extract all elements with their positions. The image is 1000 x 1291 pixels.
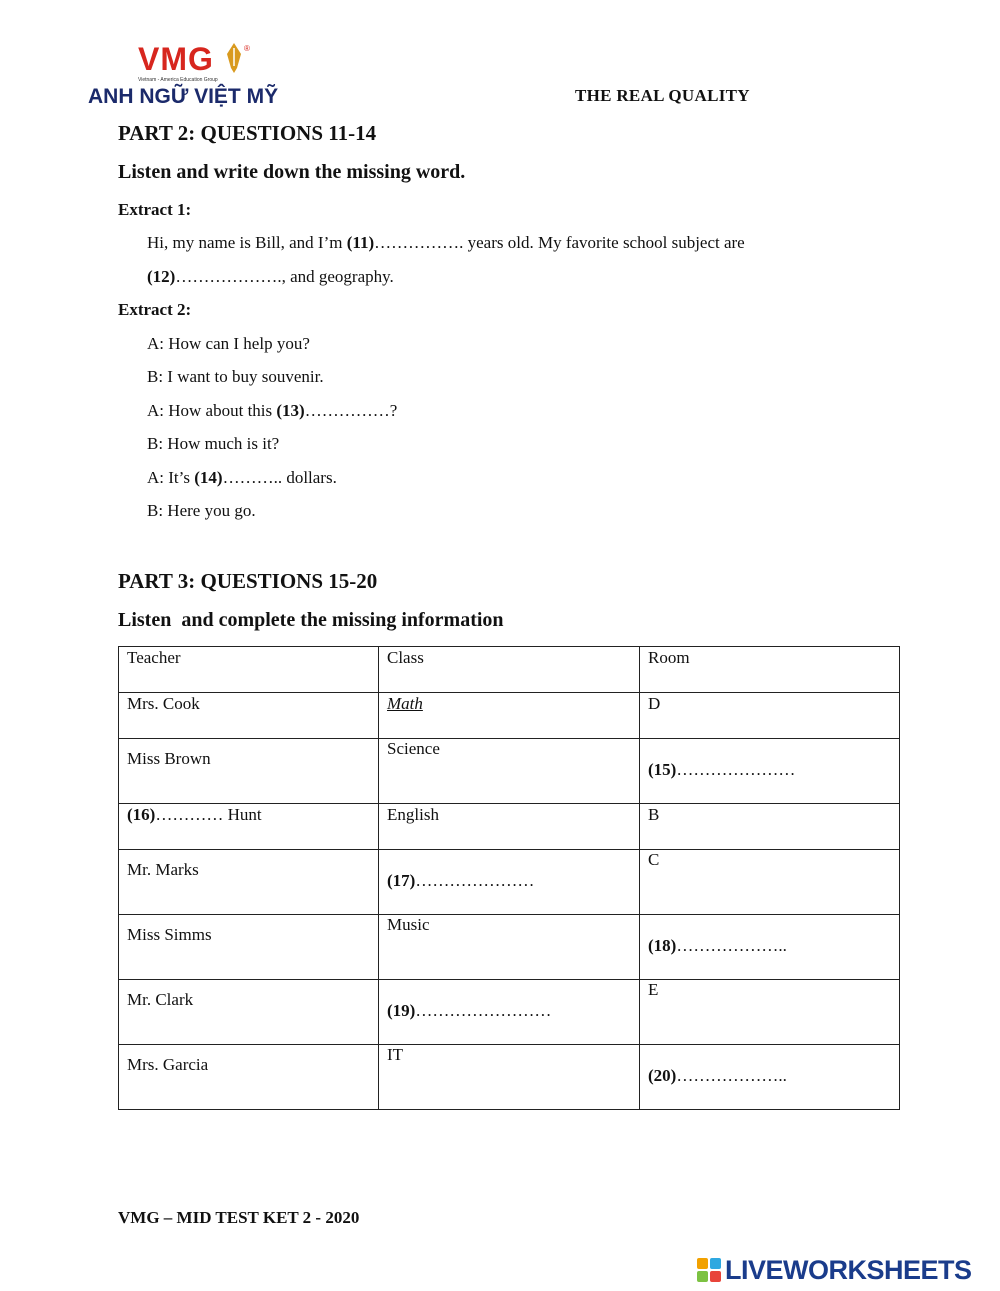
- dialogue-line: [147, 468, 337, 488]
- liveworksheets-logo-icon: [697, 1258, 721, 1282]
- answer-blank-13[interactable]: ……………?: [304, 401, 398, 420]
- answer-blank-17[interactable]: [387, 871, 534, 891]
- question-15-label: (15): [648, 760, 677, 779]
- blank-dots: ………………..: [676, 1066, 787, 1085]
- header-teacher: Teacher: [127, 648, 181, 667]
- registered-mark-icon: ®: [244, 44, 250, 53]
- room-cell[interactable]: [640, 1045, 900, 1110]
- part2-title: PART 2: QUESTIONS 11-14: [118, 121, 377, 145]
- teacher-cell[interactable]: [119, 804, 379, 850]
- blank-dots: …………………: [415, 871, 535, 890]
- teacher-name: Mrs. Garcia: [127, 1055, 209, 1074]
- logo-tagline: Vietnam - America Education Group: [138, 77, 218, 83]
- dialogue-line: B: Here you go.: [147, 501, 256, 520]
- part3-title: PART 3: QUESTIONS 15-20: [118, 569, 378, 593]
- dialogue-line: B: How much is it?: [147, 434, 280, 453]
- question-13-label: (13): [276, 401, 305, 420]
- pen-nib-icon: [225, 42, 243, 74]
- question-14-label: (14): [194, 468, 223, 487]
- text: A: It’s: [147, 468, 195, 487]
- answer-blank-15[interactable]: [648, 760, 795, 780]
- room-cell: [640, 850, 900, 915]
- table-row: [119, 804, 900, 850]
- room-cell: [640, 804, 900, 850]
- question-16-label: (16): [127, 805, 156, 824]
- teacher-cell: [119, 739, 379, 804]
- class-cell: [379, 915, 640, 980]
- question-19-label: (19): [387, 1001, 416, 1020]
- teacher-name: Mr. Clark: [127, 990, 194, 1009]
- header-cell: [640, 647, 900, 693]
- blank-dots: ………………..: [676, 936, 787, 955]
- extract1-line2: [147, 267, 394, 287]
- blank-dots: ……………………: [415, 1001, 552, 1020]
- question-11-label: (11): [346, 233, 375, 252]
- class-value: English: [387, 805, 439, 824]
- room-cell: [640, 980, 900, 1045]
- extract1-line1: [147, 233, 745, 253]
- class-cell: [379, 739, 640, 804]
- footer-text: VMG – MID TEST KET 2 - 2020: [118, 1208, 360, 1227]
- question-20-label: (20): [648, 1066, 677, 1085]
- teacher-cell: [119, 850, 379, 915]
- table-row: [119, 693, 900, 739]
- room-cell: [640, 693, 900, 739]
- teacher-name: Miss Simms: [127, 925, 212, 944]
- text: A: How about this: [147, 401, 277, 420]
- answer-blank-12[interactable]: ………………., and geography.: [175, 267, 394, 286]
- slogan: THE REAL QUALITY: [575, 86, 750, 105]
- answer-blank-19[interactable]: [387, 1001, 551, 1021]
- room-value: E: [648, 980, 659, 999]
- dialogue-line: A: How can I help you?: [147, 334, 310, 353]
- question-12-label: (12): [147, 267, 176, 286]
- room-cell[interactable]: [640, 739, 900, 804]
- question-18-label: (18): [648, 936, 677, 955]
- header-cell: [119, 647, 379, 693]
- room-value: C: [648, 850, 660, 869]
- answer-blank-14[interactable]: ……….. dollars.: [222, 468, 337, 487]
- class-value: Science: [387, 739, 440, 758]
- header-room: Room: [648, 648, 690, 667]
- teacher-cell: [119, 915, 379, 980]
- class-cell: [379, 693, 640, 739]
- table-row: [119, 1045, 900, 1110]
- logo-brand: VMG: [138, 41, 214, 77]
- teacher-table: [118, 646, 900, 1110]
- class-cell[interactable]: [379, 850, 640, 915]
- watermark-text: LIVEWORKSHEETS: [725, 1255, 972, 1285]
- header-class: Class: [387, 648, 424, 667]
- room-cell[interactable]: [640, 915, 900, 980]
- answer-blank-18[interactable]: [648, 936, 787, 956]
- table-row: [119, 739, 900, 804]
- part3-instruction: Listen and complete the missing information: [118, 609, 504, 631]
- question-17-label: (17): [387, 871, 416, 890]
- table-row: [119, 850, 900, 915]
- teacher-cell: [119, 693, 379, 739]
- table-row: [119, 980, 900, 1045]
- teacher-name: Miss Brown: [127, 749, 211, 768]
- teacher-name: Mr. Marks: [127, 860, 199, 879]
- blank-dots: ………… Hunt: [155, 805, 262, 824]
- part2-instruction: Listen and write down the missing word.: [118, 161, 466, 183]
- teacher-cell: [119, 1045, 379, 1110]
- teacher-cell: [119, 980, 379, 1045]
- room-value: B: [648, 805, 660, 824]
- table-header-row: [119, 647, 900, 693]
- extract1-label: Extract 1:: [118, 200, 192, 219]
- class-cell[interactable]: [379, 980, 640, 1045]
- answer-blank-20[interactable]: [648, 1066, 787, 1086]
- class-cell: [379, 804, 640, 850]
- blank-dots: …………………: [676, 760, 796, 779]
- class-value: IT: [387, 1045, 404, 1064]
- answer-blank-16[interactable]: [127, 805, 262, 825]
- logo-name: ANH NGỮ VIỆT MỸ: [88, 85, 279, 108]
- answer-blank-11[interactable]: ……………. years old. My favorite school subject are: [374, 233, 745, 252]
- dialogue-line: [147, 401, 397, 421]
- header-cell: [379, 647, 640, 693]
- liveworksheets-watermark[interactable]: [697, 1254, 997, 1286]
- class-cell: [379, 1045, 640, 1110]
- vmg-logo: [88, 40, 303, 115]
- class-value: Music: [387, 915, 430, 934]
- table-row: [119, 915, 900, 980]
- class-example: Math: [387, 694, 423, 713]
- teacher-name: Mrs. Cook: [127, 694, 200, 713]
- extract2-label: Extract 2:: [118, 300, 192, 319]
- text: Hi, my name is Bill, and I’m: [147, 233, 347, 252]
- room-value: D: [648, 694, 661, 713]
- dialogue-line: B: I want to buy souvenir.: [147, 367, 324, 386]
